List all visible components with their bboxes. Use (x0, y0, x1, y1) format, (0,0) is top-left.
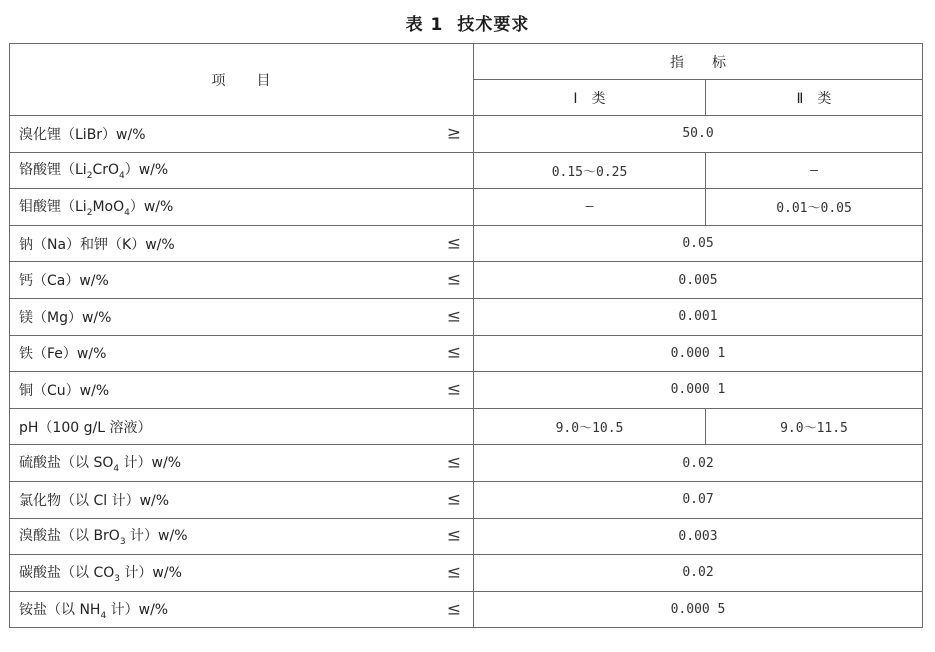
item-cell (10, 481, 474, 518)
item-cell (10, 555, 474, 592)
value-cell: 0.000 5 (474, 591, 923, 628)
item-name: 铜（Cu）w/% (19, 382, 110, 399)
item-name: 溴化锂（LiBr）w/% (19, 126, 146, 143)
item-name: 铁（Fe）w/% (19, 346, 107, 363)
header-index: 指 标 (474, 44, 923, 80)
table-row (10, 591, 923, 628)
table-row (10, 481, 923, 518)
item-name: pH（100 g/L 溶液） (19, 419, 152, 436)
item-cell (10, 225, 474, 262)
item-cell (10, 152, 474, 189)
item-name: 钼酸锂$(Li_2MoO_4)w/\%$ (19, 199, 174, 218)
table-row (10, 298, 923, 335)
value-cell: 0.000 1 (474, 335, 923, 372)
item-name: 铬酸锂$(Li_2CrO_4)w/\%$ (19, 162, 169, 182)
value-cell: 50.0 (474, 116, 923, 153)
value-cell: 0.02 (474, 445, 923, 482)
header-class-2: Ⅱ 类 (706, 80, 923, 116)
operator-symbol: ≤ (446, 233, 461, 254)
item-name: 碳酸盐（以 $CO_3$ 计）w/% (19, 565, 182, 584)
value-cell-class-1: 9.0～10.5 (474, 408, 706, 445)
item-cell (10, 372, 474, 409)
value-cell: 0.07 (474, 481, 923, 518)
table-caption (0, 10, 935, 35)
table-row (10, 116, 923, 153)
table-number: 表 1 (405, 15, 444, 35)
value-cell: 0.02 (474, 555, 923, 592)
table-row (10, 152, 923, 189)
operator-symbol: ≤ (446, 525, 461, 546)
value-cell-class-2: — (706, 152, 923, 189)
operator-symbol: ≤ (446, 306, 461, 327)
table-row (10, 445, 923, 482)
value-cell-class-2: 9.0～11.5 (706, 408, 923, 445)
table-title: 技术要求 (457, 15, 530, 35)
value-cell: 0.005 (474, 262, 923, 299)
table-row (10, 189, 923, 226)
item-name: 氯化物（以 Cl 计）w/% (19, 492, 170, 509)
operator-symbol: ≤ (446, 379, 461, 400)
table-row (10, 555, 923, 592)
value-cell: 0.003 (474, 518, 923, 555)
table-row (10, 518, 923, 555)
item-cell (10, 189, 474, 226)
item-name: 镁（Mg）w/% (19, 309, 112, 326)
operator-symbol: ≥ (446, 123, 461, 144)
value-cell: 0.05 (474, 225, 923, 262)
technical-requirements-table (9, 43, 923, 628)
item-name: 钠（Na）和钾（K）w/% (19, 236, 175, 253)
item-name: 铵盐（以 $NH_4$ 计）w/% (19, 601, 169, 621)
item-cell (10, 116, 474, 153)
table-row (10, 408, 923, 445)
item-cell (10, 262, 474, 299)
table-row (10, 225, 923, 262)
operator-symbol: ≤ (446, 452, 461, 473)
value-cell-class-2: 0.01～0.05 (706, 189, 923, 226)
item-cell (10, 298, 474, 335)
table-row (10, 335, 923, 372)
operator-symbol: ≤ (446, 599, 461, 620)
value-cell: 0.000 1 (474, 372, 923, 409)
operator-symbol: ≤ (446, 269, 461, 290)
header-row (10, 44, 923, 80)
value-cell-class-1: — (474, 189, 706, 226)
operator-symbol: ≤ (446, 489, 461, 510)
table-row (10, 262, 923, 299)
table-row (10, 372, 923, 409)
value-cell: 0.001 (474, 298, 923, 335)
operator-symbol: ≤ (446, 562, 461, 583)
item-cell (10, 335, 474, 372)
item-name: 硫酸盐（以 $SO_4$ 计）w/% (19, 455, 182, 475)
operator-symbol: ≤ (446, 342, 461, 363)
value-cell-class-1: 0.15～0.25 (474, 152, 706, 189)
header-item: 项 目 (10, 44, 474, 116)
item-cell (10, 408, 474, 445)
item-cell (10, 445, 474, 482)
item-cell (10, 518, 474, 555)
header-class-1: Ⅰ 类 (474, 80, 706, 116)
item-cell (10, 591, 474, 628)
item-name: 钙（Ca）w/% (19, 273, 109, 290)
item-name: 溴酸盐（以 BrO$_3$ 计）w/% (19, 528, 188, 548)
